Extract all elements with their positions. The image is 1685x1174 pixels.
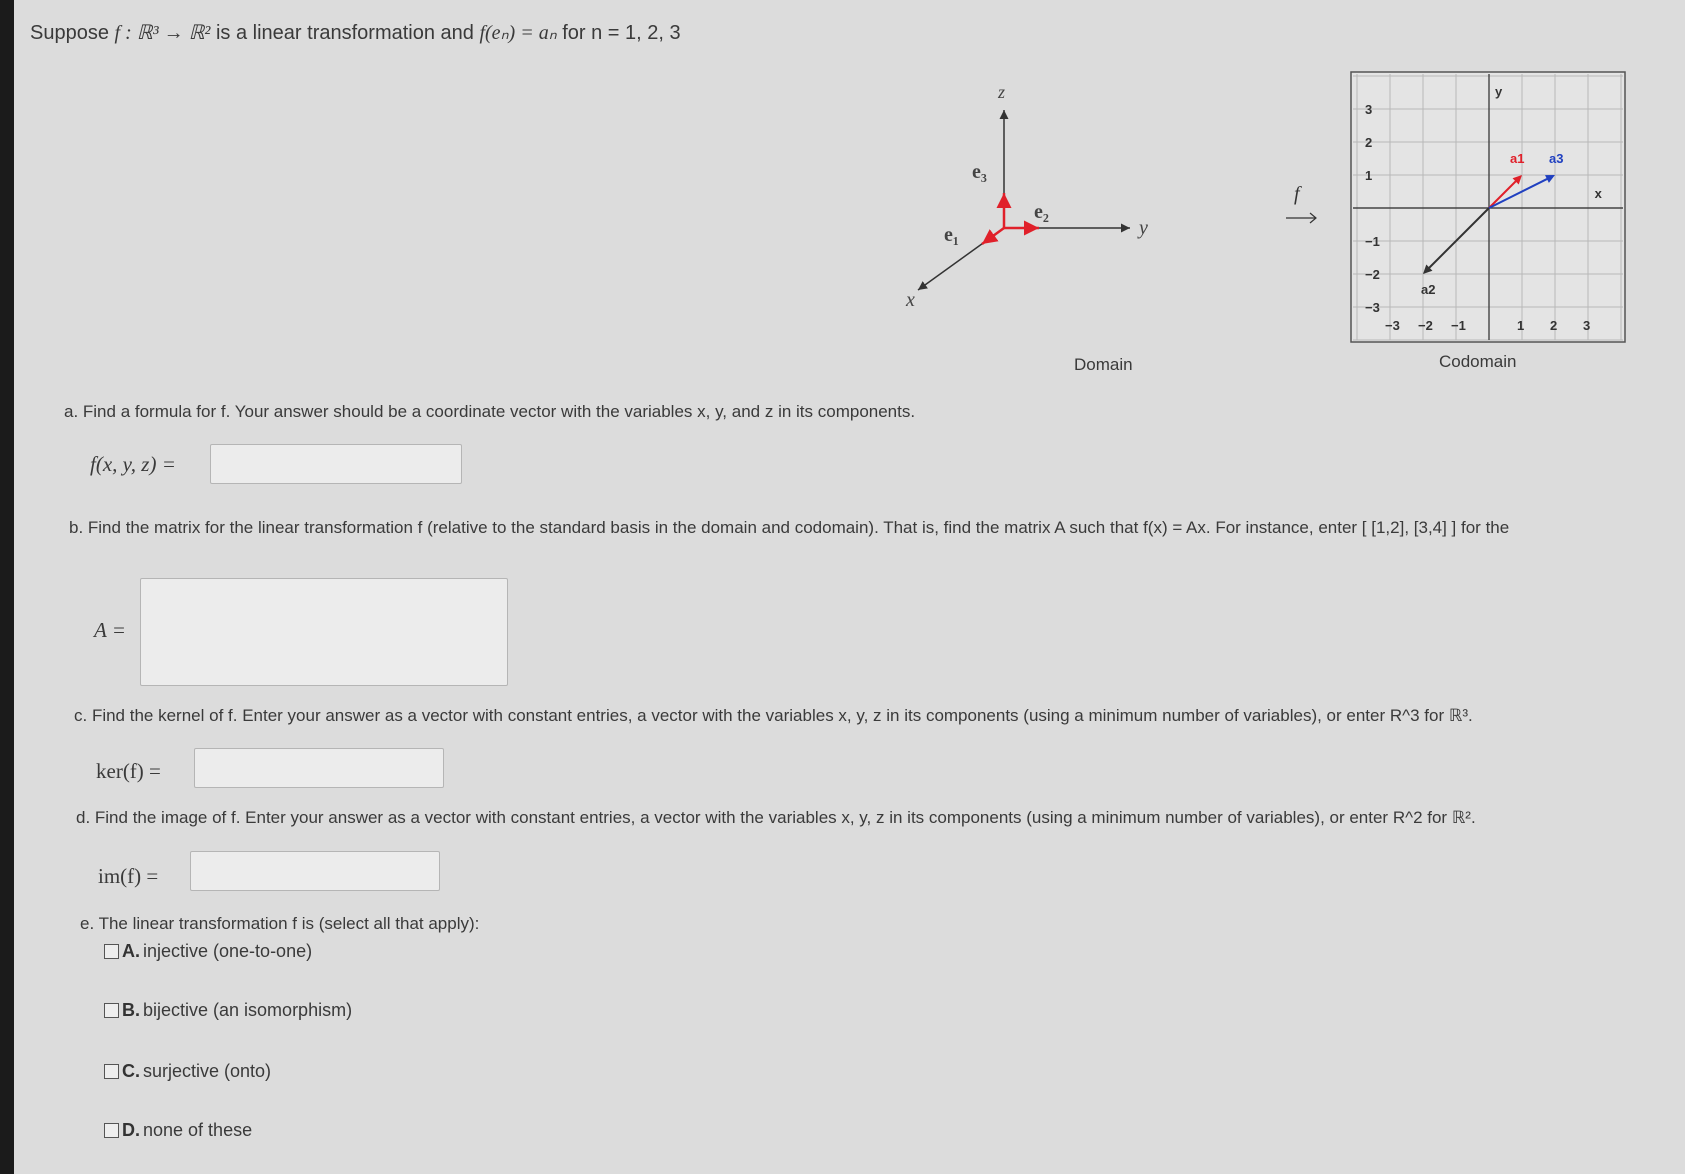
kernel-input[interactable] [194,748,444,788]
question-b-text: b. Find the matrix for the linear transformation f (relative to the standard basis in the domain and codomain). That is, find the matrix A such that f(x) = Ax. For instance, enter [ [1,2], [3,4] ] for the [69,518,1510,537]
intro-map: f : ℝ³ → ℝ² [114,22,211,44]
question-b-label: A = [94,618,126,642]
intro-suffix: for n = 1, 2, 3 [562,22,681,44]
question-a-text: a. Find a formula for f. Your answer should be a coordinate vector with the variables x, y, and z in its components. [64,402,916,421]
y-tick-label: 3 [1365,102,1373,117]
domain-caption: Domain [1074,355,1133,374]
domain-diagram [894,78,1194,348]
checkbox[interactable] [104,1123,119,1138]
option-injective[interactable] [104,941,312,962]
intro-prefix: Suppose [30,22,109,44]
z-axis-label: z [998,82,1006,102]
option-bijective[interactable] [104,1000,352,1021]
option-letter: B. [122,1000,140,1020]
y-tick-label: −2 [1365,267,1380,282]
matrix-textarea[interactable] [140,578,508,686]
checkbox[interactable] [104,1003,119,1018]
y-tick-label: −1 [1365,234,1380,249]
option-letter: D. [122,1120,140,1140]
intro-middle: is a linear transformation and [215,22,474,44]
option-text: surjective (onto) [143,1061,272,1081]
y-axis-label: y [1139,217,1148,239]
option-surjective[interactable] [104,1061,271,1082]
vector-a2-label: a2 [1421,282,1436,297]
question-d-label: im(f) = [98,864,159,888]
x-axis-label: x [1594,186,1602,201]
e1-vector [982,228,1004,244]
x-tick-label: 3 [1583,318,1591,333]
mapping-label: f [1294,183,1300,205]
option-text: injective (one-to-one) [143,941,313,961]
question-e-text: e. The linear transformation f is (select all that apply): [80,914,480,933]
codomain-caption: Codomain [1439,352,1517,371]
option-text: none of these [143,1120,253,1140]
question-c-text: c. Find the kernel of f. Enter your answer as a vector with constant entries, a vector with the variables x, y, z in its components (using a minimum number of variables), or enter R^3 for ℝ³. [74,706,1473,725]
plot-frame [1351,72,1625,342]
e2-label: e₂ [1034,201,1049,223]
x-tick-label: −3 [1385,318,1400,333]
intro-formula: f(eₙ) = aₙ [479,22,557,44]
option-none[interactable] [104,1120,252,1141]
x-tick-label: 1 [1517,318,1525,333]
vector-a3-label: a3 [1549,151,1564,166]
e1-label: e₁ [944,224,959,246]
option-text: bijective (an isomorphism) [143,1000,353,1020]
question-c-label: ker(f) = [96,759,161,783]
y-axis-label: y [1495,84,1503,99]
x-tick-label: 2 [1550,318,1558,333]
formula-input[interactable] [210,444,462,484]
option-letter: A. [122,941,140,961]
y-tick-label: 2 [1365,135,1373,150]
e3-label: e₃ [972,161,987,183]
checkbox[interactable] [104,944,119,959]
codomain-plot [1349,70,1629,346]
y-tick-label: 1 [1365,168,1373,183]
question-d-text: d. Find the image of f. Enter your answer as a vector with constant entries, a vector with the variables x, y, z in its components (using a minimum number of variables), or enter R^2 for ℝ². [76,808,1476,827]
checkbox[interactable] [104,1064,119,1079]
vector-a1-label: a1 [1510,151,1525,166]
x-tick-label: −2 [1418,318,1433,333]
y-tick-label: −3 [1365,300,1380,315]
mapping-arrow [1282,180,1322,230]
image-input[interactable] [190,851,440,891]
question-a-label: f(x, y, z) = [90,452,176,476]
x-axis-label: x [906,289,915,311]
question-page [14,0,1685,1174]
problem-statement [30,20,681,45]
x-tick-label: −1 [1451,318,1466,333]
option-letter: C. [122,1061,140,1081]
